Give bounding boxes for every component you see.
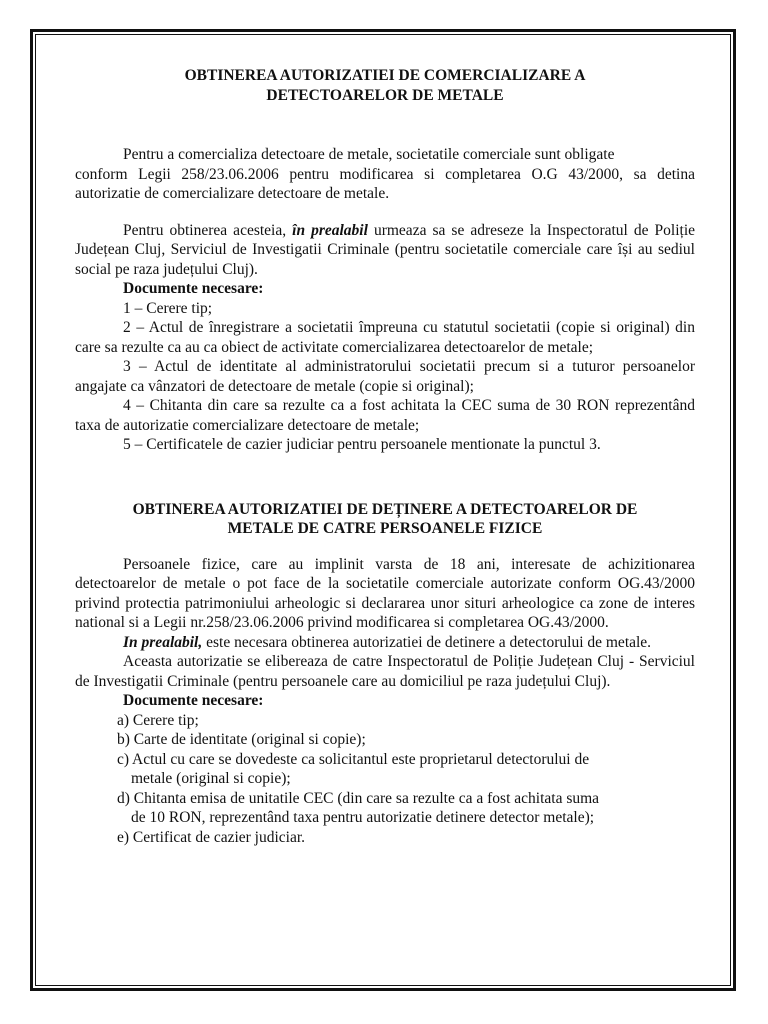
section1-para2: Pentru obtinerea acesteia, în prealabil urmeaza sa se adreseze la Inspectoratul de Poliție Județean Cluj, Serviciul de Investigatii Criminale (pentru societatile comerciale care își au sediul social pe raza județului Cluj). <box>75 221 696 278</box>
section1-title-line2: DETECTOARELOR DE METALE <box>266 86 504 104</box>
emphasis-prealabil: în prealabil <box>292 221 368 239</box>
section1-item-2: 2 – Actul de înregistrare a societatii împreuna cu statutul societatii (copie si original) din care sa rezulte ca au ca obiect de activitate comercializarea detectoarelor de metale; <box>75 319 695 356</box>
list-item-c-cont: metale (original si copie); <box>131 770 291 787</box>
section1-item-1: 1 – Cerere tip; <box>123 299 213 317</box>
section2-para1: Persoanele fizice, care au implinit varsta de 18 ani, interesate de achizitionarea detectoarelor de metale o pot face de la societatile comerciale autorizate conform OG.43/2000 privind protectia patrimoniului arheologic si declararea unor situri arheologice ca zone de interes national si a Legii nr.258/23.06.2006 privind modificarea si completarea OG.43/2000. <box>75 555 695 631</box>
section1-para1-cont: conform Legii 258/23.06.2006 pentru modificarea si completarea O.G 43/2000, sa detina autorizatie de comercializare detectoare de metale. <box>75 165 695 202</box>
section1-title <box>75 66 695 105</box>
section1-docs-heading: Documente necesare: <box>123 280 264 297</box>
section2-title <box>75 500 695 539</box>
section1-title-line1: OBTINEREA AUTORIZATIEI DE COMERCIALIZARE A <box>184 67 586 84</box>
section2-doc-list <box>75 711 695 848</box>
section1-item-4: 4 – Chitanta din care sa rezulte ca a fost achitata la CEC suma de 30 RON reprezentând taxa de autorizatie comercializare detectoare de metale; <box>75 397 695 434</box>
list-item-d: d) Chitanta emisa de unitatile CEC (din care sa rezulte ca a fost achitata suma <box>117 789 600 807</box>
section2-title-line2: METALE DE CATRE PERSOANELE FIZICE <box>227 520 543 537</box>
list-item-e: e) Certificat de cazier judiciar. <box>117 828 306 846</box>
section1-para1: Pentru a comercializa detectoare de metale, societatile comerciale sunt obligate <box>123 146 615 163</box>
section2-docs-heading: Documente necesare: <box>123 692 264 709</box>
section1-item-5: 5 – Certificatele de cazier judiciar pentru persoanele mentionate la punctul 3. <box>123 436 601 453</box>
list-item-d-cont: de 10 RON, reprezentând taxa pentru autorizatie detinere detector metale); <box>131 809 595 826</box>
section2-para3: Aceasta autorizatie se elibereaza de catre Inspectoratul de Poliție Județean Cluj - Serviciul de Investigatii Criminale (pentru persoanele care au domiciliul pe raza județului Cluj). <box>75 653 695 690</box>
section1-item-3: 3 – Actul de identitate al administratorului societatii precum si a tuturor persoanelor angajate ca vânzatori de detectoare de metale (copie si original); <box>75 358 695 395</box>
list-item-c: c) Actul cu care se dovedeste ca solicitantul este proprietarul detectorului de <box>117 750 590 768</box>
section2-title-line1: OBTINEREA AUTORIZATIEI DE DEȚINERE A DETECTOARELOR DE <box>132 500 638 518</box>
list-item-a: a) Cerere tip; <box>117 711 199 729</box>
emphasis-in-prealabil: In prealabil, <box>123 633 203 651</box>
list-item-b: b) Carte de identitate (original si copie); <box>117 731 366 748</box>
section2-para2: In prealabil, este necesara obtinerea autorizatiei de detinere a detectorului de metale. <box>123 633 652 651</box>
document-body <box>75 66 695 847</box>
